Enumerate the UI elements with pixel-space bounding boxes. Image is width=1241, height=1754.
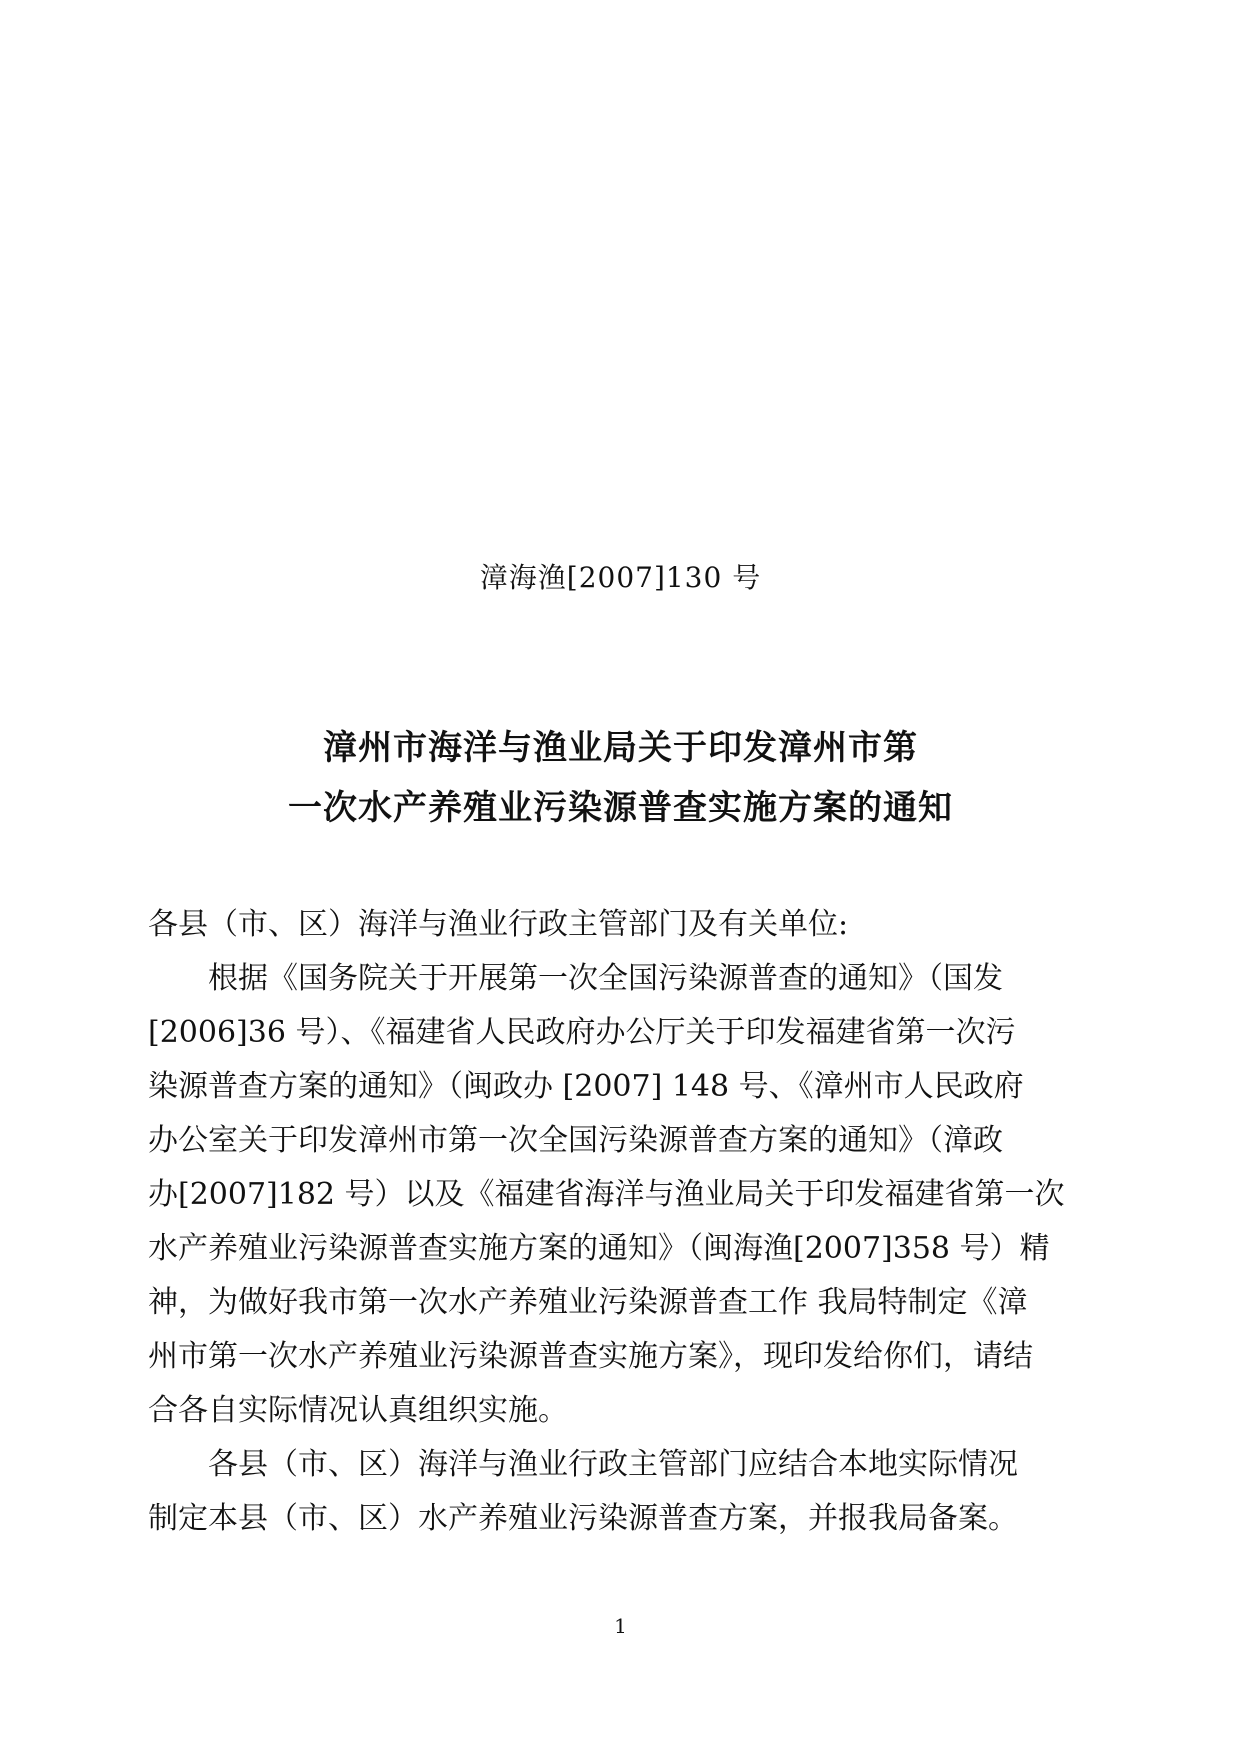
paragraph-line: 合各自实际情况认真组织实施。 (148, 1393, 568, 1428)
paragraph-line: 办[2007]182 号）以及《福建省海洋与渔业局关于印发福建省第一次 (148, 1177, 1065, 1212)
paragraph-line: 根据《国务院关于开展第一次全国污染源普查的通知》（国发 (148, 961, 1003, 996)
paragraph-line: 州市第一次水产养殖业污染源普查实施方案》，现印发给你们，请结 (148, 1339, 1033, 1374)
title-line-1: 漳州市海洋与渔业局关于印发漳州市第 (323, 728, 918, 768)
paragraph-line: 染源普查方案的通知》（闽政办 [2007] 148 号、《漳州市人民政府 (148, 1069, 1024, 1104)
page-number: 1 (614, 1614, 627, 1638)
title-line-2: 一次水产养殖业污染源普查实施方案的通知 (288, 788, 953, 828)
paragraph-line: 神，为做好我市第一次水产养殖业污染源普查工作 我局特制定《漳 (148, 1285, 1028, 1320)
paragraph-line: 各县（市、区）海洋与渔业行政主管部门应结合本地实际情况 (148, 1447, 1018, 1482)
paragraph-2 (148, 1438, 1108, 1546)
paragraph-line: 水产养殖业污染源普查实施方案的通知》（闽海渔[2007]358 号）精 (148, 1231, 1050, 1266)
paragraph-1 (148, 952, 1108, 1438)
salutation: 各县（市、区）海洋与渔业行政主管部门及有关单位: (148, 907, 849, 942)
paragraph-line: [2006]36 号）、《福建省人民政府办公厅关于印发福建省第一次污 (148, 1015, 1016, 1050)
document-body (148, 898, 1108, 1546)
document-number: 漳海渔[2007]130 号 (479, 561, 762, 594)
document-title (0, 718, 1241, 838)
paragraph-line: 办公室关于印发漳州市第一次全国污染源普查方案的通知》（漳政 (148, 1123, 1003, 1158)
paragraph-line: 制定本县（市、区）水产养殖业污染源普查方案，并报我局备案。 (148, 1501, 1018, 1536)
